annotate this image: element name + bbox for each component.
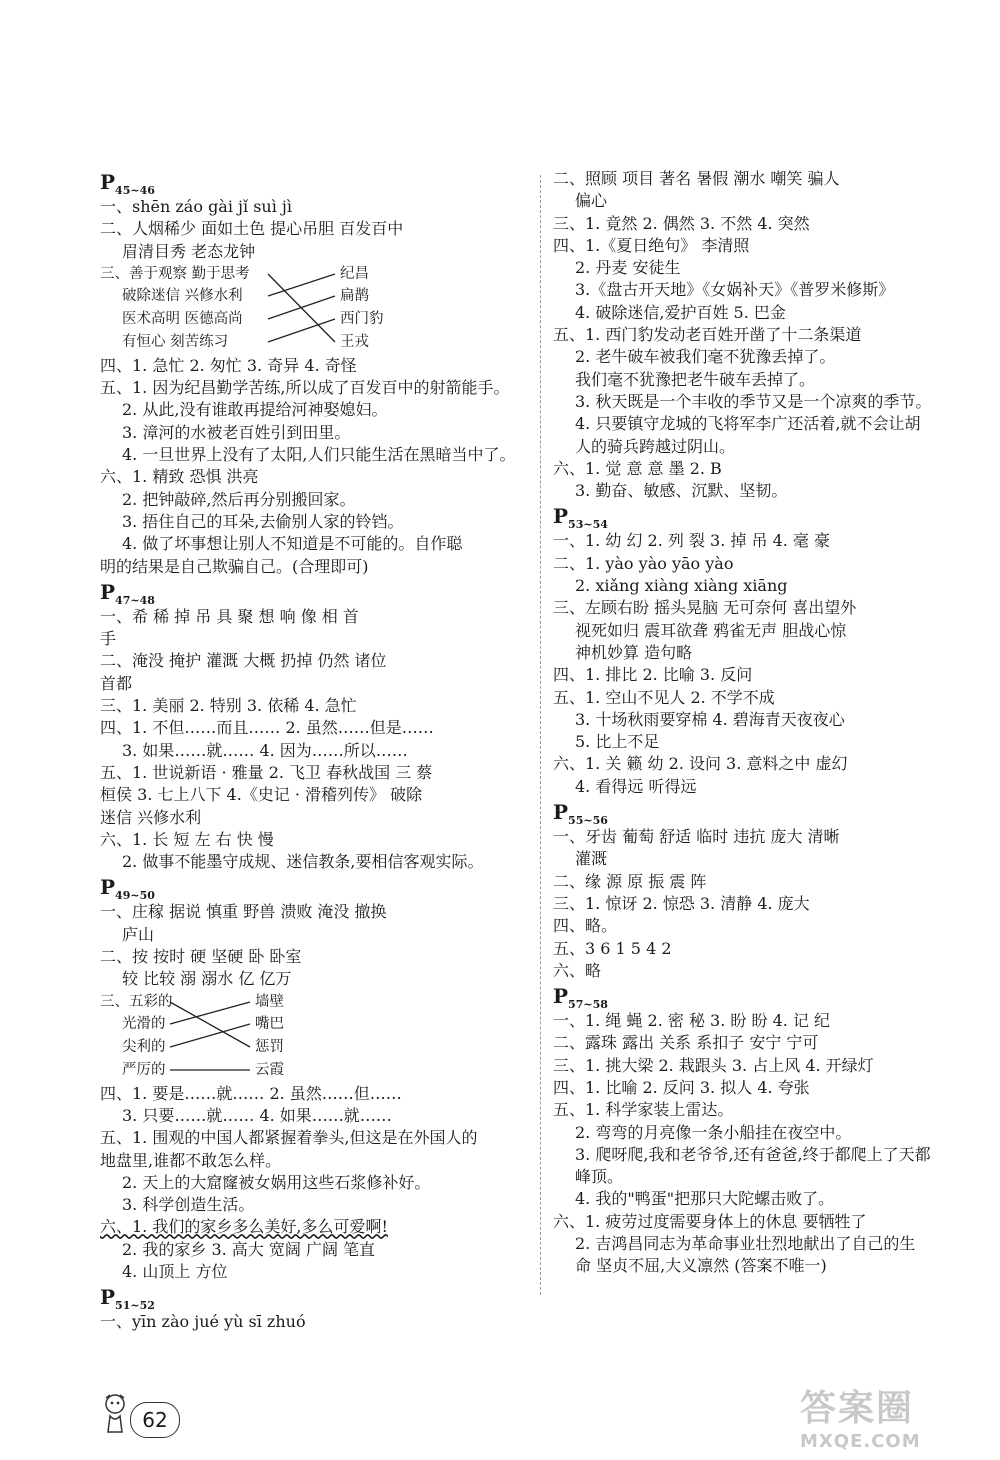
answer-line: 五、1. 西门豹发动老百姓开凿了十二条渠道 bbox=[553, 325, 862, 345]
answer-line: 六、1. 疲劳过度需要身体上的休息 要牺牲了 bbox=[553, 1211, 867, 1231]
header-pages: 53~54 bbox=[568, 518, 608, 532]
answer-line: 二、照顾 项目 著名 暑假 潮水 嘲笑 骗人 bbox=[553, 169, 840, 188]
answer-line: 一、希 稀 掉 吊 具 聚 想 响 像 相 首 bbox=[100, 606, 359, 626]
answer-line: 3. 只要……就…… 4. 如果……就…… bbox=[122, 1105, 392, 1125]
match-right-item: 西门豹 bbox=[340, 310, 384, 327]
section-header-p57 bbox=[553, 982, 953, 1010]
header-letter: P bbox=[100, 1285, 116, 1310]
section-header-p47 bbox=[100, 578, 525, 606]
answer-line: 四、1. 比喻 2. 反问 3. 拟人 4. 夸张 bbox=[553, 1077, 810, 1097]
answer-line: 五、1. 围观的中国人都紧握着拳头,但这是在外国人的 bbox=[100, 1128, 478, 1148]
page-number: 62 bbox=[130, 1402, 180, 1438]
answer-line: 二、按 按时 硬 坚硬 卧 卧室 bbox=[100, 947, 302, 967]
answer-line: 三、1. 挑大梁 2. 栽跟头 3. 占上风 4. 开绿灯 bbox=[553, 1055, 874, 1075]
answer-line: 较 比较 溺 溺水 亿 亿万 bbox=[122, 969, 292, 989]
match-right-item: 嘴巴 bbox=[255, 1015, 284, 1032]
answer-line: 我们毫不犹豫把老牛破车丢掉了。 bbox=[575, 369, 816, 389]
answer-line: 一、yīn zào jué yù sī zhuó bbox=[100, 1312, 306, 1332]
answer-line: 2. 我的家乡 3. 高大 宽阔 广阔 笔直 bbox=[122, 1239, 376, 1259]
answer-line: 3. 爬呀爬,我和老爷爷,还有爸爸,终于都爬上了天都 bbox=[575, 1144, 931, 1164]
match-right-item: 王戎 bbox=[340, 333, 369, 350]
answer-line: 三、1. 竟然 2. 偶然 3. 不然 4. 突然 bbox=[553, 213, 810, 233]
mascot-icon bbox=[100, 1392, 130, 1438]
answer-line: 一、1. 幼 幻 2. 列 裂 3. 掉 吊 4. 毫 豪 bbox=[553, 531, 831, 551]
answer-line: 手 bbox=[100, 629, 117, 649]
answer-line: 三、1. 惊讶 2. 惊恐 3. 清静 4. 庞大 bbox=[553, 893, 810, 913]
answer-line: 五、1. 空山不见人 2. 不学不成 bbox=[553, 687, 775, 707]
answer-line: 眉清目秀 老态龙钟 bbox=[122, 241, 256, 261]
answer-line: 四、1. 急忙 2. 匆忙 3. 奇异 4. 奇怪 bbox=[100, 355, 357, 375]
section-header-p53 bbox=[553, 502, 953, 530]
answer-line: 4. 只要镇守龙城的飞将军李广还活着,就不会让胡 bbox=[575, 414, 921, 434]
watermark-url: MXQE.COM bbox=[800, 1431, 921, 1452]
answer-line: 2. 吉鸿昌同志为革命事业壮烈地献出了自己的生 bbox=[575, 1234, 916, 1254]
column-divider bbox=[540, 175, 541, 1295]
answer-line: 2. 从此,没有谁敢再提给河神娶媳妇。 bbox=[122, 400, 388, 420]
answer-line: 视死如归 震耳欲聋 鸦雀无声 胆战心惊 bbox=[575, 620, 847, 640]
header-letter: P bbox=[553, 800, 569, 825]
match-right-item: 云霞 bbox=[255, 1061, 284, 1078]
answer-line: 二、淹没 掩护 灌溉 大概 扔掉 仍然 诸位 bbox=[100, 651, 387, 671]
answer-line: 2. 天上的大窟窿被女娲用这些石浆修补好。 bbox=[122, 1172, 431, 1192]
header-pages: 45~46 bbox=[115, 184, 155, 197]
answer-line: 六、1. 关 籁 幼 2. 设问 3. 意料之中 虚幻 bbox=[553, 754, 848, 774]
answer-line: 4. 做了坏事想让别人不知道是不可能的。自作聪 bbox=[122, 534, 463, 554]
match-left-item: 严厉的 bbox=[122, 1061, 166, 1078]
answer-line: 2. 做事不能墨守成规、迷信教条,要相信客观实际。 bbox=[122, 852, 484, 872]
header-letter: P bbox=[100, 579, 116, 604]
answer-line: 神机妙算 造句略 bbox=[575, 642, 693, 662]
match-right-item: 纪昌 bbox=[340, 265, 369, 282]
answer-line: 峰顶。 bbox=[575, 1167, 624, 1187]
answer-line: 三、左顾右盼 摇头晃脑 无可奈何 喜出望外 bbox=[553, 598, 857, 618]
answer-line: 二、人烟稀少 面如土色 提心吊胆 百发百中 bbox=[100, 219, 404, 239]
answer-line: 3. 捂住自己的耳朵,去偷别人家的铃铛。 bbox=[122, 511, 404, 531]
answer-line: 4. 看得远 听得远 bbox=[575, 776, 697, 796]
answer-line: 灌溉 bbox=[575, 849, 608, 869]
header-letter: P bbox=[100, 170, 116, 194]
answer-line: 一、1. 绳 蝇 2. 密 秘 3. 盼 盼 4. 记 纪 bbox=[553, 1011, 831, 1031]
match-left-item: 三、善于观察 勤于思考 bbox=[100, 265, 250, 282]
answer-line: 六、1. 觉 意 意 墨 2. B bbox=[553, 458, 722, 478]
section-header-p55 bbox=[553, 798, 953, 826]
match-right-item: 惩罚 bbox=[255, 1038, 284, 1055]
answer-line: 4. 破除迷信,爱护百姓 5. 巴金 bbox=[575, 302, 786, 322]
left-column bbox=[100, 168, 525, 1334]
match-left-item: 医术高明 医德高尚 bbox=[122, 310, 243, 327]
section-header-p45 bbox=[100, 168, 525, 196]
header-letter: P bbox=[553, 984, 569, 1009]
answer-line: 五、1. 科学家装上雷达。 bbox=[553, 1100, 734, 1120]
answer-line: 人的骑兵跨越过阴山。 bbox=[575, 436, 736, 456]
matching-exercise-1 bbox=[100, 263, 525, 355]
answer-line: 2. xiǎng xiàng xiàng xiāng bbox=[575, 576, 788, 596]
answer-line: 六、1. 精致 恐惧 洪亮 bbox=[100, 467, 259, 487]
header-letter: P bbox=[100, 875, 116, 900]
answer-line: 命 坚贞不屈,大义凛然 (答案不唯一) bbox=[575, 1256, 827, 1276]
answer-line: 2. 把钟敲碎,然后再分别搬回家。 bbox=[122, 489, 356, 509]
answer-line: 五、3 6 1 5 4 2 bbox=[553, 938, 672, 958]
answer-line: 3. 如果……就…… 4. 因为……所以…… bbox=[122, 740, 408, 760]
answer-line: 四、1. 排比 2. 比喻 3. 反问 bbox=[553, 665, 753, 685]
match-left-item: 尖利的 bbox=[122, 1038, 166, 1055]
answer-line: 3. 十场秋雨要穿棉 4. 碧海青天夜夜心 bbox=[575, 709, 845, 729]
page-number-badge bbox=[100, 1392, 180, 1442]
header-letter: P bbox=[553, 504, 569, 529]
answer-line: 五、1. 世说新语 · 雅量 2. 飞卫 春秋战国 三 蔡 bbox=[100, 762, 433, 782]
answer-line: 庐山 bbox=[122, 924, 155, 944]
answer-line: 3. 秋天既是一个丰收的季节又是一个凉爽的季节。 bbox=[575, 391, 932, 411]
answer-line: 地盘里,谁都不敢怎么样。 bbox=[100, 1150, 282, 1170]
answer-line: 3. 勤奋、敏感、沉默、坚韧。 bbox=[575, 481, 788, 501]
answer-line: 六、1. 长 短 左 右 快 慢 bbox=[100, 829, 274, 849]
answer-line: 一、牙齿 葡萄 舒适 临时 违抗 庞大 清晰 bbox=[553, 827, 840, 847]
match-left-item: 三、五彩的 bbox=[100, 993, 173, 1010]
answer-line: 六、1. 我们的家乡多么美好,多么可爱啊! bbox=[100, 1217, 388, 1237]
answer-line: 3. 科学创造生活。 bbox=[122, 1195, 255, 1215]
answer-line: 3.《盘古开天地》《女娲补天》《普罗米修斯》 bbox=[575, 280, 895, 300]
answer-line: 四、1.《夏日绝句》 李清照 bbox=[553, 235, 750, 255]
answer-line: 二、1. yào yào yāo yào bbox=[553, 553, 734, 573]
answer-line: 四、略。 bbox=[553, 916, 618, 936]
answer-line: 2. 弯弯的月亮像一条小船挂在夜空中。 bbox=[575, 1122, 852, 1142]
match-right-item: 扁鹊 bbox=[340, 287, 369, 304]
answer-line: 迷信 兴修水利 bbox=[100, 807, 202, 827]
match-left-item: 破除迷信 兴修水利 bbox=[122, 287, 243, 304]
answer-line: 五、1. 因为纪昌勤学苦练,所以成了百发百中的射箭能手。 bbox=[100, 378, 510, 398]
section-header-p49 bbox=[100, 873, 525, 901]
match-left-item: 有恒心 刻苦练习 bbox=[122, 333, 229, 350]
header-pages: 47~48 bbox=[115, 593, 155, 607]
answer-line: 偏心 bbox=[575, 191, 608, 211]
match-right-item: 墙壁 bbox=[255, 993, 284, 1010]
answer-line: 2. 丹麦 安徒生 bbox=[575, 258, 681, 278]
answer-line: 4. 山顶上 方位 bbox=[122, 1261, 228, 1281]
watermark-title: 答案圈 bbox=[800, 1387, 915, 1429]
answer-line: 4. 我的"鸭蛋"把那只大陀螺击败了。 bbox=[575, 1189, 835, 1209]
watermark bbox=[800, 1380, 990, 1450]
match-left-item: 光滑的 bbox=[122, 1015, 166, 1032]
answer-line: 一、shēn záo gài jǐ suì jì bbox=[100, 197, 293, 216]
answer-line: 一、庄稼 据说 慎重 野兽 溃败 淹没 撤换 bbox=[100, 902, 387, 922]
header-pages: 51~52 bbox=[115, 1299, 155, 1313]
answer-line: 2. 老牛破车被我们毫不犹豫丢掉了。 bbox=[575, 347, 836, 367]
answer-line: 三、1. 美丽 2. 特别 3. 依稀 4. 急忙 bbox=[100, 696, 357, 716]
answer-line: 4. 一旦世界上没有了太阳,人们只能生活在黑暗当中了。 bbox=[122, 445, 516, 465]
answer-line: 二、缘 源 原 振 震 阵 bbox=[553, 871, 707, 891]
header-pages: 49~50 bbox=[115, 889, 155, 903]
answer-line: 六、略 bbox=[553, 960, 602, 980]
header-pages: 57~58 bbox=[568, 998, 608, 1012]
answer-line: 5. 比上不足 bbox=[575, 732, 660, 752]
matching-exercise-2 bbox=[100, 991, 525, 1083]
header-pages: 55~56 bbox=[568, 814, 608, 828]
answer-line: 首都 bbox=[100, 673, 133, 693]
answer-line: 桓侯 3. 七上八下 4.《史记 · 滑稽列传》 破除 bbox=[100, 785, 423, 805]
answer-line: 3. 漳河的水被老百姓引到田里。 bbox=[122, 422, 351, 442]
answer-line: 二、露珠 露出 关系 系扣子 安宁 宁可 bbox=[553, 1033, 819, 1053]
answer-line: 四、1. 不但……而且…… 2. 虽然……但是…… bbox=[100, 718, 434, 738]
right-column bbox=[553, 168, 953, 1278]
answer-line: 四、1. 要是……就…… 2. 虽然……但…… bbox=[100, 1083, 402, 1103]
section-header-p51 bbox=[100, 1283, 525, 1311]
answer-line: 明的结果是自己欺骗自己。(合理即可) bbox=[100, 556, 369, 576]
